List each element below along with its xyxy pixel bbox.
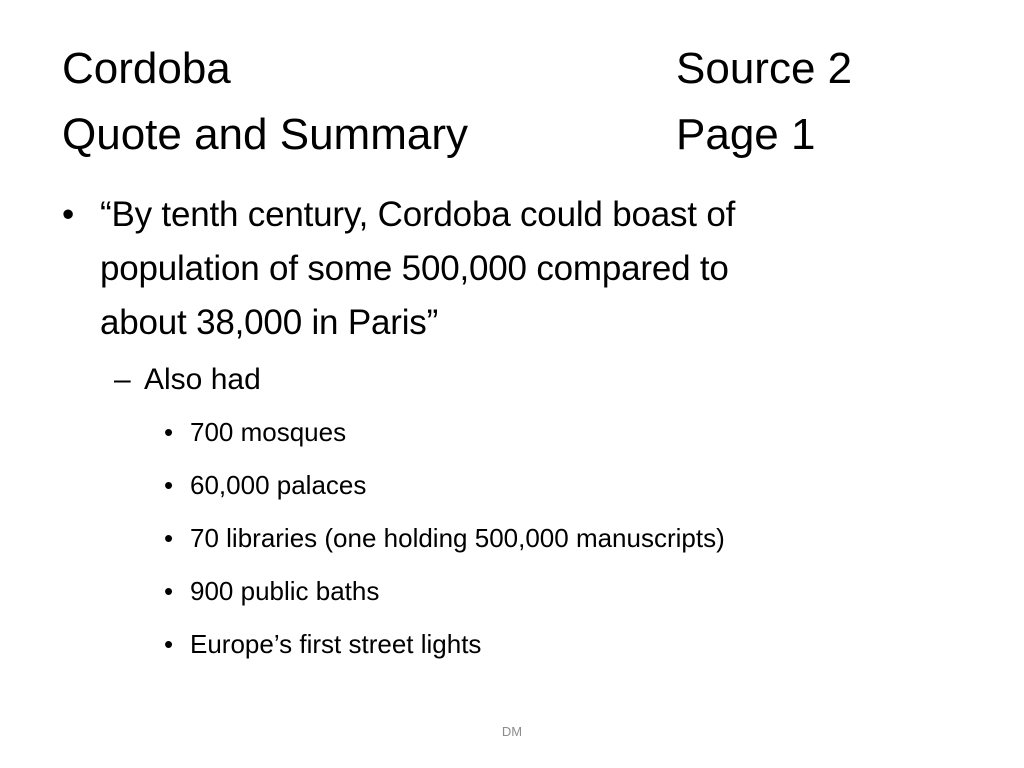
list-item-text: 900 public baths bbox=[190, 576, 380, 606]
bullet-icon: • bbox=[62, 195, 75, 234]
list-item-text: Europe’s first street lights bbox=[190, 629, 482, 659]
dash-icon: – bbox=[114, 363, 131, 396]
title-row-2 bbox=[62, 102, 962, 168]
title-row-1 bbox=[62, 36, 962, 102]
bullet-icon: • bbox=[164, 470, 174, 500]
quote-bullet bbox=[62, 188, 962, 350]
list-item bbox=[62, 567, 962, 616]
slide-title bbox=[62, 36, 962, 168]
list-item-text: 70 libraries (one holding 500,000 manuscripts) bbox=[190, 523, 725, 553]
title-topic: Cordoba bbox=[62, 44, 231, 93]
list-item-text: 700 mosques bbox=[190, 417, 347, 447]
slide-footer: DM bbox=[501, 724, 523, 739]
title-source: Source 2 bbox=[676, 44, 853, 93]
list-item bbox=[62, 514, 962, 563]
bullet-icon: • bbox=[164, 523, 174, 553]
list-item bbox=[62, 620, 962, 669]
quote-line: about 38,000 in Paris” bbox=[100, 303, 439, 342]
list-item-text: 60,000 palaces bbox=[190, 470, 367, 500]
sub-bullet bbox=[62, 356, 962, 404]
quote-line: “By tenth century, Cordoba could boast of bbox=[100, 195, 736, 234]
list-item bbox=[62, 408, 962, 457]
title-subtitle: Quote and Summary bbox=[62, 110, 468, 159]
slide-content bbox=[62, 188, 962, 669]
list-item bbox=[62, 461, 962, 510]
bullet-icon: • bbox=[164, 629, 174, 659]
bullet-icon: • bbox=[164, 417, 174, 447]
bullet-icon: • bbox=[164, 576, 174, 606]
sub-heading: Also had bbox=[144, 363, 261, 396]
title-page: Page 1 bbox=[676, 110, 816, 159]
quote-line: population of some 500,000 compared to bbox=[100, 249, 729, 288]
